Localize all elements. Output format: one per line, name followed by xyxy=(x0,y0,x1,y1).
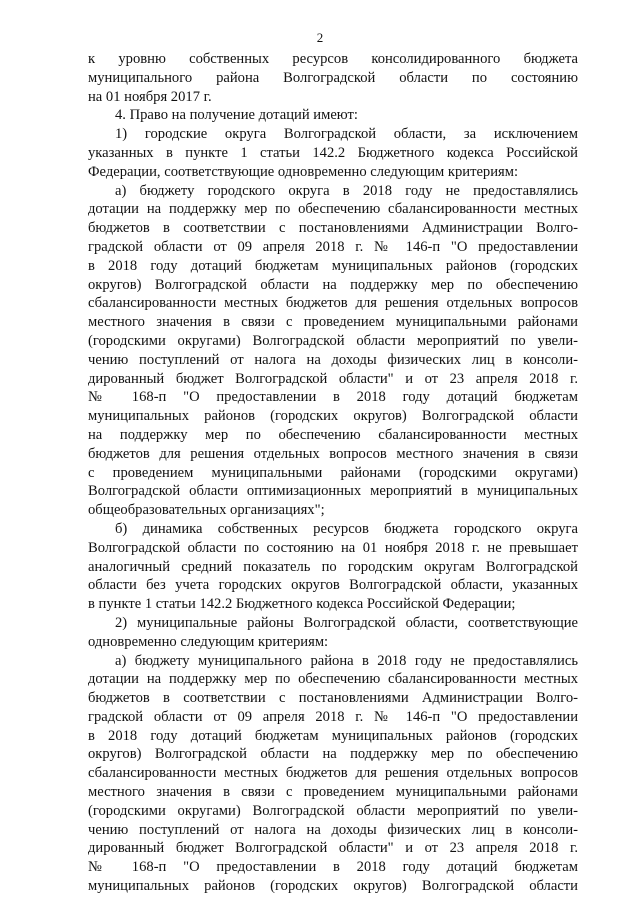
text-line: 2) муниципальные районы Волгоградской области, соответствующие xyxy=(115,614,578,631)
text-line: общеобразовательных организациях"; xyxy=(88,502,325,519)
document-body xyxy=(88,50,578,896)
text-line: местного значения в связи с проведением муниципальными районами xyxy=(88,314,578,331)
text-line: 1) городские округа Волгоградской области, за исключением xyxy=(115,126,578,143)
text-line: аналогичный средний показатель по городским округам Волгоградской xyxy=(88,558,578,575)
text-line: 4. Право на получение дотаций имеют: xyxy=(115,107,358,124)
text-line: к уровню собственных ресурсов консолидированного бюджета xyxy=(88,51,578,67)
text-line: дотации на поддержку мер по обеспечению сбалансированности местных xyxy=(88,201,578,218)
text-line: в 2018 году дотаций бюджетам муниципальных районов (городских xyxy=(88,257,578,274)
text-line: бюджетов в соответствии с постановлениями Администрации Волго- xyxy=(88,220,578,237)
text-line: округов) Волгоградской области на поддержку мер по обеспечению xyxy=(88,746,578,763)
page-number: 2 xyxy=(316,30,324,45)
text-line: Волгоградской области по состоянию на 01 ноября 2018 г. не превышает xyxy=(88,539,578,556)
text-line: градской области от 09 апреля 2018 г. № 146-п "О предоставлении xyxy=(88,238,578,255)
text-line: муниципальных районов (городских округов) Волгоградской области xyxy=(88,408,578,425)
text-line: дотации на поддержку мер по обеспечению сбалансированности местных xyxy=(88,671,578,688)
text-line: (городскими округами) Волгоградской области мероприятий по увели- xyxy=(88,332,578,349)
text-line: одновременно следующим критериям: xyxy=(88,633,329,650)
text-line: № 168-п "О предоставлении в 2018 году дотаций бюджетам xyxy=(88,389,578,406)
text-line: чению поступлений от налога на доходы физических лиц в консоли- xyxy=(88,351,578,368)
text-line: в пункте 1 статьи 142.2 Бюджетного кодекса Российской Федерации; xyxy=(88,596,516,613)
text-line: а) бюджету муниципального района в 2018 году не предоставлялись xyxy=(115,652,578,669)
text-line: № 168-п "О предоставлении в 2018 году дотаций бюджетам xyxy=(88,859,578,876)
text-line: местного значения в связи с проведением муниципальными районами xyxy=(88,784,578,801)
text-line: бюджетов для решения отдельных вопросов местного значения в связи xyxy=(88,445,578,462)
text-line: на поддержку мер по обеспечению сбалансированности местных xyxy=(88,426,578,443)
text-line: указанных в пункте 1 статьи 142.2 Бюджетного кодекса Российской xyxy=(88,144,578,161)
text-line: чению поступлений от налога на доходы физических лиц в консоли- xyxy=(88,821,578,838)
text-line: дированный бюджет Волгоградской области" и от 23 апреля 2018 г. xyxy=(88,370,578,387)
text-line: (городскими округами) Волгоградской области мероприятий по увели- xyxy=(88,802,578,819)
text-line: с проведением муниципальными районами (городскими округами) xyxy=(88,464,578,481)
text-line: сбалансированности местных бюджетов для решения отдельных вопросов xyxy=(88,295,578,312)
text-line: б) динамика собственных ресурсов бюджета городского округа xyxy=(115,520,578,537)
text-line: муниципального района Волгоградской области по состоянию xyxy=(88,69,578,86)
text-line: муниципальных районов (городских округов) Волгоградской области xyxy=(88,878,578,895)
text-line: сбалансированности местных бюджетов для решения отдельных вопросов xyxy=(88,765,578,782)
text-line: Федерации, соответствующие одновременно следующим критериям: xyxy=(88,163,519,180)
text-line: в 2018 году дотаций бюджетам муниципальных районов (городских xyxy=(88,727,578,744)
text-line: бюджетов в соответствии с постановлениями Администрации Волго- xyxy=(88,690,578,707)
text-line: Волгоградской области оптимизационных мероприятий в муниципальных xyxy=(88,483,578,500)
text-line: а) бюджету городского округа в 2018 году не предоставлялись xyxy=(115,182,578,199)
text-line: области без учета городских округов Волгоградской области, указанных xyxy=(88,577,578,594)
text-line: градской области от 09 апреля 2018 г. № 146-п "О предоставлении xyxy=(88,708,578,725)
text-line: округов) Волгоградской области на поддержку мер по обеспечению xyxy=(88,276,578,293)
text-line: на 01 ноября 2017 г. xyxy=(88,88,212,105)
text-line: дированный бюджет Волгоградской области" и от 23 апреля 2018 г. xyxy=(88,840,578,857)
